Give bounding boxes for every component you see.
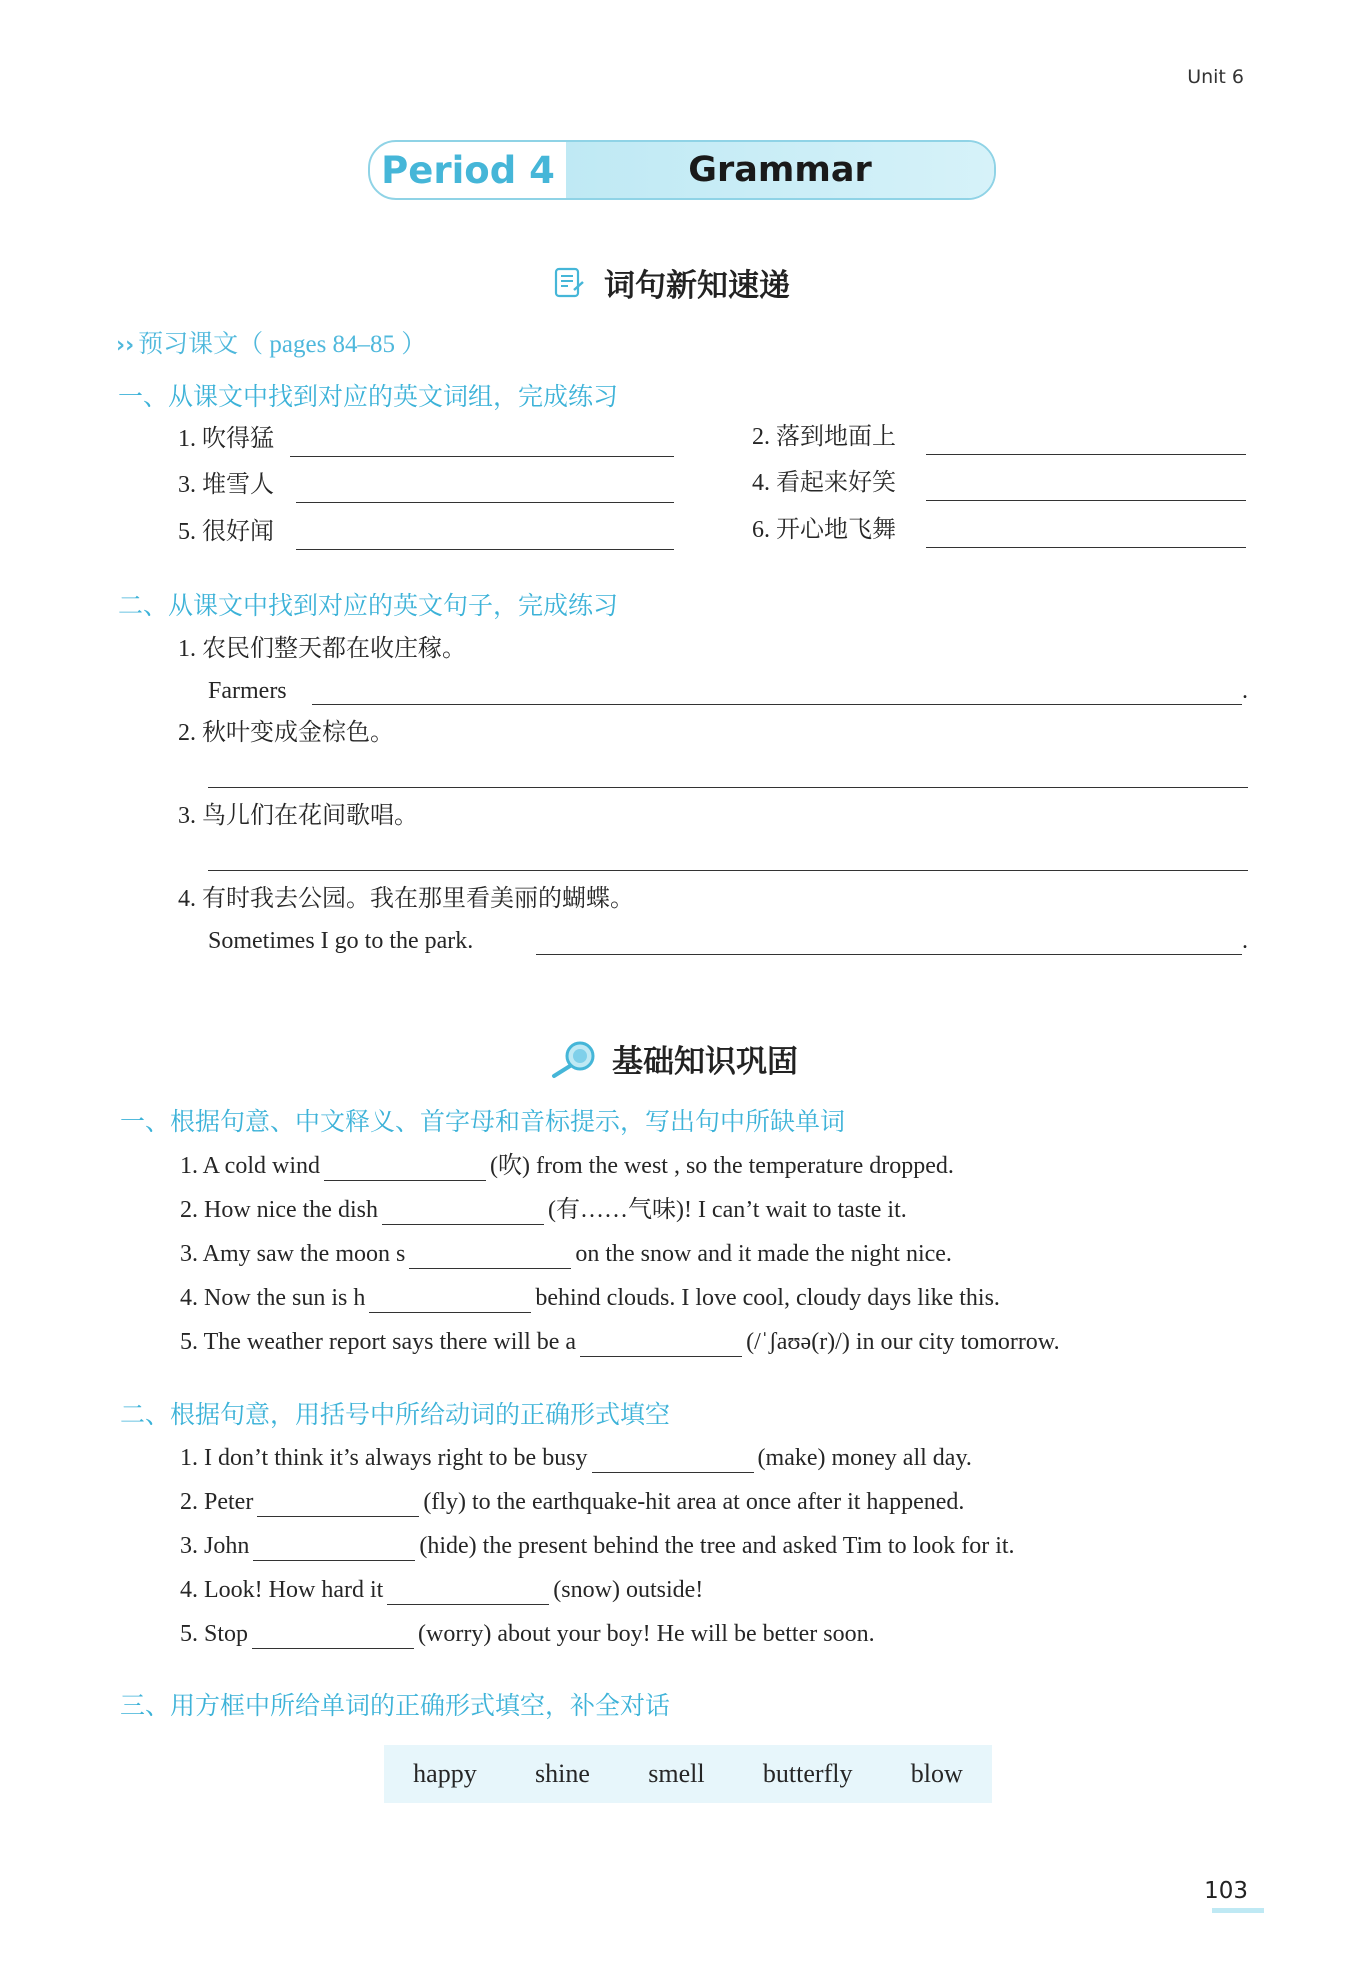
unit-label: Unit 6 — [1187, 66, 1244, 88]
answer-line-sentence-2[interactable] — [208, 787, 1248, 788]
period-label: Period 4 — [381, 148, 555, 192]
sentence-en-start-1: Farmers — [208, 678, 287, 704]
answer-line-4[interactable] — [926, 500, 1246, 501]
fill-blank[interactable] — [324, 1154, 486, 1181]
phrase-item-1: 1. 吹得猛 — [178, 426, 274, 452]
section1-part1-heading: 一、从课文中找到对应的英文词组，完成练习 — [118, 382, 619, 411]
section2-title: 基础知识巩固 — [612, 1044, 798, 1080]
verb-item-1: 1. I don’t think it’s always right to be busy (make) money all day. — [180, 1445, 972, 1471]
phrase-item-3: 3. 堆雪人 — [178, 472, 274, 498]
section2-part3-heading: 三、用方框中所给单词的正确形式填空，补全对话 — [120, 1691, 671, 1720]
notepad-icon — [552, 266, 586, 300]
fill-item-2: 2. How nice the dish (有……气味)! I can’t wait to taste it. — [180, 1197, 907, 1223]
section2-part1-heading: 一、根据句意、中文释义、首字母和音标提示，写出句中所缺单词 — [120, 1107, 846, 1136]
fill-blank[interactable] — [369, 1286, 531, 1313]
section1-title: 词句新知速递 — [604, 268, 790, 304]
fill-item-1: 1. A cold wind (吹) from the west , so the temperature dropped. — [180, 1153, 954, 1179]
word-box-item: smell — [648, 1759, 705, 1788]
preview-text: 预习课文（ pages 84–85 ） — [138, 331, 427, 358]
fill-blank[interactable] — [592, 1446, 754, 1473]
word-box-item: shine — [535, 1759, 590, 1788]
sentence-cn-3: 3. 鸟儿们在花间歌唱。 — [178, 803, 418, 829]
page-number: 103 — [1204, 1878, 1248, 1904]
answer-line-sentence-3[interactable] — [208, 870, 1248, 871]
sentence-period-4: . — [1242, 928, 1248, 954]
fill-blank[interactable] — [257, 1490, 419, 1517]
fill-blank[interactable] — [252, 1622, 414, 1649]
section1-part2-heading: 二、从课文中找到对应的英文句子，完成练习 — [118, 591, 619, 620]
word-box-item: butterfly — [762, 1759, 853, 1788]
answer-line-3[interactable] — [296, 502, 674, 503]
answer-line-sentence-4[interactable] — [536, 954, 1242, 955]
phrase-item-5: 5. 很好闻 — [178, 519, 274, 545]
double-chevron-icon: ›› — [116, 333, 135, 358]
page-number-underline — [1212, 1908, 1264, 1913]
section2-header — [550, 1036, 798, 1081]
word-box-item: happy — [413, 1759, 477, 1788]
fill-blank[interactable] — [253, 1534, 415, 1561]
answer-line-2[interactable] — [926, 454, 1246, 455]
section1-header — [552, 260, 790, 305]
sentence-en-start-4: Sometimes I go to the park. — [208, 928, 474, 954]
fill-blank[interactable] — [580, 1330, 742, 1357]
sentence-period-1: . — [1242, 678, 1248, 704]
fill-blank[interactable] — [387, 1578, 549, 1605]
answer-line-1[interactable] — [290, 456, 674, 457]
sentence-cn-2: 2. 秋叶变成金棕色。 — [178, 720, 394, 746]
sentence-cn-4: 4. 有时我去公园。我在那里看美丽的蝴蝶。 — [178, 886, 634, 912]
fill-item-5: 5. The weather report says there will be a (/ˈʃaʊə(r)/) in our city tomorrow. — [180, 1329, 1060, 1355]
preview-line — [116, 324, 426, 360]
magnifier-icon — [550, 1039, 598, 1079]
phrase-item-4: 4. 看起来好笑 — [752, 470, 896, 496]
phrase-item-2: 2. 落到地面上 — [752, 424, 896, 450]
phrase-item-6: 6. 开心地飞舞 — [752, 517, 896, 543]
fill-blank[interactable] — [382, 1198, 544, 1225]
word-box-item: blow — [910, 1759, 963, 1788]
answer-line-6[interactable] — [926, 547, 1246, 548]
answer-line-sentence-1[interactable] — [312, 704, 1242, 705]
verb-item-4: 4. Look! How hard it (snow) outside! — [180, 1577, 704, 1603]
answer-line-5[interactable] — [296, 549, 674, 550]
verb-item-5: 5. Stop (worry) about your boy! He will be better soon. — [180, 1621, 875, 1647]
fill-item-3: 3. Amy saw the moon s on the snow and it made the night nice. — [180, 1241, 952, 1267]
fill-blank[interactable] — [409, 1242, 571, 1269]
word-box — [384, 1745, 992, 1803]
section2-part2-heading: 二、根据句意，用括号中所给动词的正确形式填空 — [120, 1400, 671, 1429]
period-banner — [368, 140, 996, 200]
verb-item-3: 3. John (hide) the present behind the tree and asked Tim to look for it. — [180, 1533, 1015, 1559]
fill-item-4: 4. Now the sun is h behind clouds. I love cool, cloudy days like this. — [180, 1285, 1000, 1311]
sentence-cn-1: 1. 农民们整天都在收庄稼。 — [178, 636, 466, 662]
topic-label: Grammar — [566, 142, 994, 198]
verb-item-2: 2. Peter (fly) to the earthquake-hit area at once after it happened. — [180, 1489, 965, 1515]
